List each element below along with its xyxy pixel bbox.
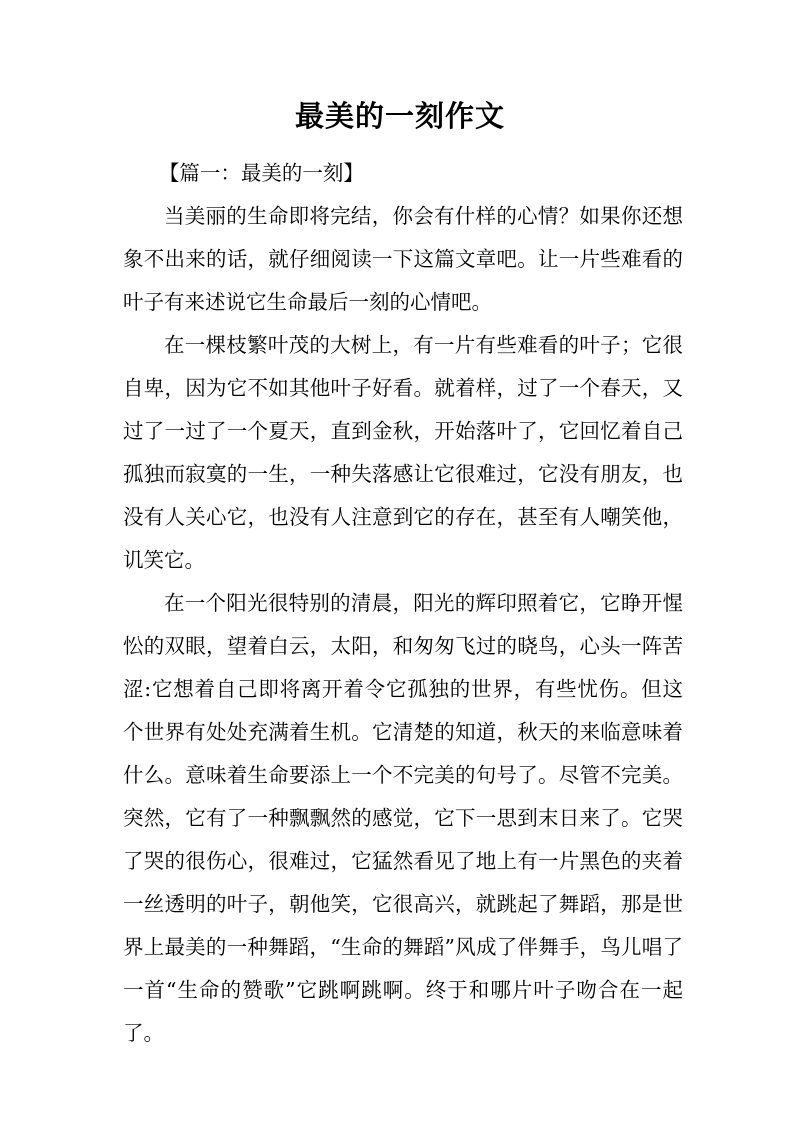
paragraph: 在一棵枝繁叶茂的大树上，有一片有些难看的叶子；它很自卑，因为它不如其他叶子好看。就着样，过了一个春天，又过了一过了一个夏天，直到金秋，开始落叶了，它回忆着自己孤独而寂寞的一生，一种失落感让它很难过，它没有朋友，也没有人关心它，也没有人注意到它的存在，甚至有人嘲笑他，讥笑它。 (123, 333, 683, 572)
paragraph: 当美丽的生命即将完结，你会有什样的心情？如果你还想象不出来的话，就仔细阅读一下这篇文章吧。让一片些难看的叶子有来述说它生命最后一刻的心情吧。 (123, 204, 683, 314)
section-heading: 【篇一：最美的一刻】 (158, 161, 364, 185)
document-body (123, 152, 683, 1055)
paragraph: 在一个阳光很特别的清晨，阳光的辉印照着它，它睁开惺忪的双眼，望着白云，太阳，和匆匆飞过的晓鸟，心头一阵苦涩:它想着自己即将离开着令它孤独的世界，有些忧伤。但这个世界有处处充满着生机。它清楚的知道，秋天的来临意味着什么。意味着生命要添上一个不完美的句号了。尽管不完美。突然，它有了一种飘飘然的感觉，它下一思到末日来了。它哭了哭的很伤心，很难过，它猛然看见了地上有一片黑色的夹着一丝透明的叶子，朝他笑，它很高兴，就跳起了舞蹈，那是世界上最美的一种舞蹈，“生命的舞蹈”风成了伴舞手，鸟儿唱了一首“生命的赞歌”它跳啊跳啊。终于和哪片叶子吻合在一起了。 (123, 591, 683, 1045)
document-title: 最美的一刻作文 (294, 99, 505, 133)
